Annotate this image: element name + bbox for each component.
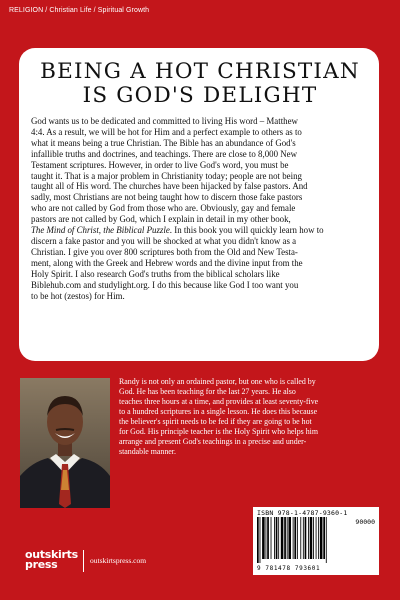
barcode-bar	[267, 517, 269, 559]
blurb-line-with-book-title	[31, 225, 369, 236]
barcode-icon	[257, 517, 349, 563]
author-bio	[119, 377, 387, 457]
barcode-bar	[278, 517, 279, 559]
barcode-bar	[313, 517, 314, 559]
barcode-bar	[271, 517, 272, 559]
barcode-bar	[300, 517, 301, 559]
bio-line: standable manner.	[119, 447, 176, 456]
barcode-bar	[266, 517, 267, 559]
barcode-bar	[303, 517, 304, 559]
book-title	[31, 60, 369, 108]
blurb-line: who are not called by God from those who are. Obviously, gay and female	[31, 203, 296, 214]
blurb-text	[31, 116, 369, 301]
barcode-bar	[316, 517, 317, 559]
other-book-title: The Mind of Christ, the Biblical Puzzle	[31, 225, 170, 236]
blurb-line: to be hot (zestos) for Him.	[31, 290, 125, 301]
barcode-bar	[262, 517, 265, 559]
isbn-number: ISBN 978-1-4787-9360-1	[257, 509, 348, 517]
barcode-bar	[288, 517, 291, 559]
barcode-bar	[284, 517, 286, 559]
bio-line: to a hundred scriptures in a single lesson. He does this because	[119, 407, 318, 416]
barcode-bar	[297, 517, 298, 559]
barcode-bar	[257, 517, 259, 563]
publisher-logo-line-1: outskirts	[25, 548, 78, 561]
blurb-line: 4:4. As a result, we will be hot for Him and a perfect example to others as to	[31, 126, 302, 137]
blurb-line: taught it. That is a major problem in Christianity today; people are not being	[31, 170, 302, 181]
blurb-fragment: . In this book you will quickly learn how to	[169, 225, 324, 236]
blurb-line: ment, along with the Greek and Hebrew words and the divine input from the	[31, 257, 303, 268]
blurb-line: God wants us to be dedicated and committed to living His word – Matthew	[31, 116, 298, 126]
barcode-bar	[326, 517, 327, 563]
description-panel	[19, 48, 379, 361]
barcode-bar	[305, 517, 307, 559]
barcode-bar	[281, 517, 284, 559]
barcode-bar	[274, 517, 275, 559]
barcode-digits: 9 781478 793601	[257, 565, 321, 572]
bio-line: arrange and present God's teachings in a precise and under-	[119, 437, 307, 446]
blurb-line: infallible truths and doctrines, and teachings. There are close to 8,000 New	[31, 148, 298, 159]
barcode-bar	[294, 517, 296, 559]
title-line-1: BEING A HOT CHRISTIAN	[40, 59, 360, 84]
blurb-line: Biblehub.com and studylight.org. I do this because like God I too want you	[31, 279, 299, 290]
isbn-barcode	[253, 507, 379, 575]
title-line-2: IS GOD'S DELIGHT	[82, 83, 318, 108]
blurb-line: Holy Spirit. I also research God's truths from the biblical scholars like	[31, 268, 280, 279]
footer-divider	[83, 550, 84, 572]
bio-line: teaches three hours at a time, and provides at least seventy-five	[119, 397, 319, 406]
blurb-line: Christian. I give you over 800 scriptures both from the Old and New Testa-	[31, 246, 298, 257]
barcode-bar	[320, 517, 323, 559]
publisher-website: outskirtspress.com	[90, 556, 147, 565]
category-label: RELIGION / Christian Life / Spiritual Growth	[9, 7, 150, 14]
blurb-line: taught all of His word. The churches have been hijacked by false pastors. And	[31, 181, 308, 192]
bio-line: God. He has been teaching for the last 27 years. He also	[119, 387, 296, 396]
price-code: 90000	[355, 518, 375, 526]
barcode-bar	[293, 517, 294, 559]
publisher-logo	[25, 550, 78, 570]
blurb-line: sadly, most Christians are not being taught how to discern those fake pastors	[31, 192, 303, 203]
barcode-bar	[287, 517, 288, 559]
blurb-line: pastors are not called by God, which I explain in detail in my other book,	[31, 214, 291, 225]
barcode-bar	[308, 517, 309, 559]
bio-line: Randy is not only an ordained pastor, but one who is called by	[119, 377, 316, 386]
author-portrait-icon	[20, 378, 110, 508]
barcode-bar	[260, 517, 261, 563]
bio-line: the believer's spirit needs to be fed if they are going to be hot	[119, 417, 312, 426]
barcode-bar	[310, 517, 313, 559]
blurb-line: discern a fake pastor and you will be shocked at what you didn't know as a	[31, 235, 297, 246]
publisher-logo-line-2: press	[25, 558, 58, 571]
blurb-line: what it means being a true Christian. The Bible has an abundance of God's	[31, 137, 296, 148]
bio-line: for God. His principle teacher is the Holy Spirit who helps him	[119, 427, 318, 436]
barcode-bar	[276, 517, 278, 559]
barcode-bar	[323, 517, 325, 559]
blurb-line: Testament scriptures. However, in order to live God's word, you must be	[31, 159, 289, 170]
barcode-bar	[318, 517, 319, 559]
